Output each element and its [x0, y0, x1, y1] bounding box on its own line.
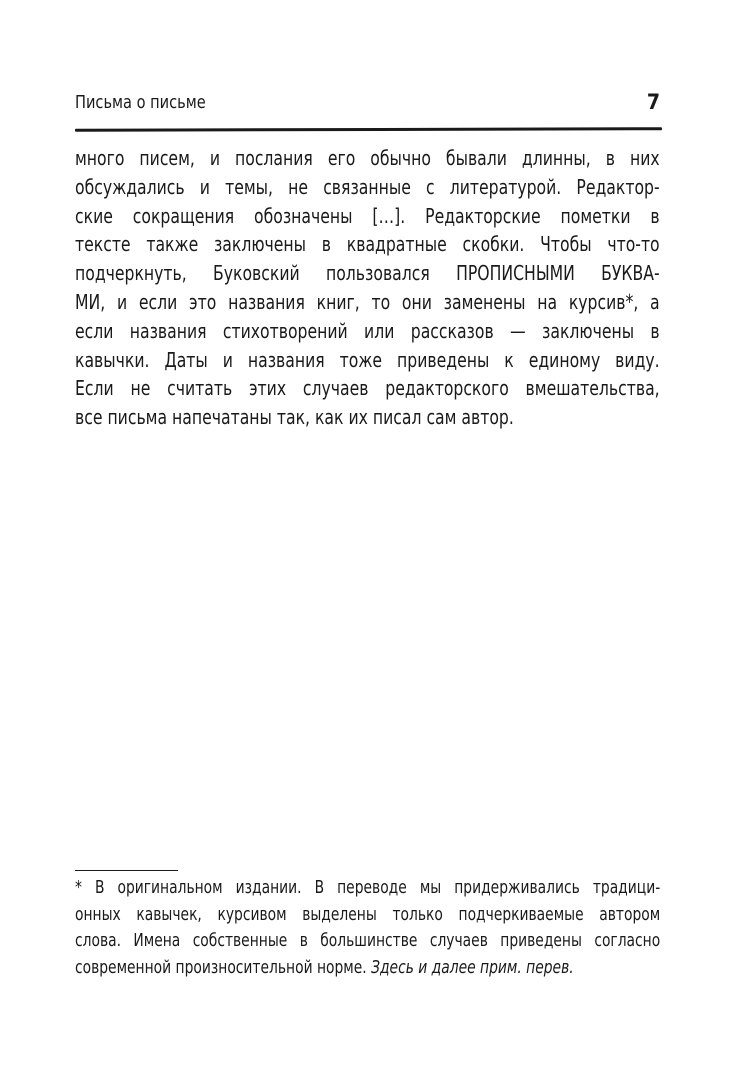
footnote-line: [75, 955, 660, 982]
text-line: кавычки. Даты и названия тоже приведены к единому виду.: [75, 347, 660, 372]
footnote-line: слова. Имена собственные в большинстве случаев приведены согласно: [75, 931, 661, 952]
body-text: [75, 144, 660, 432]
footnote: [75, 875, 660, 981]
text-line: ские сокращения обозначены […]. Редакторские пометки в: [75, 203, 660, 228]
text-line: тексте также заключены в квадратные скобки. Чтобы что-то: [75, 232, 660, 257]
translator-note: Здесь и далее прим. перев.: [371, 957, 574, 978]
text-line: много писем, и послания его обычно бывали длинны, в них: [75, 146, 660, 170]
text-line: МИ, и если это названия книг, то они заменены на курсив*, а: [75, 289, 660, 314]
text-line: обсуждались и темы, не связанные с литературой. Редактор-: [75, 174, 660, 199]
text-line: если названия стихотворений или рассказов — заключены в: [75, 318, 660, 343]
footnote-line: * В оригинальном издании. В переводе мы придерживались традици-: [75, 878, 661, 898]
text-line: все письма напечатаны так, как их писал сам автор.: [75, 405, 514, 430]
page-number: 7: [646, 90, 660, 114]
text-line: Если не считать этих случаев редакторского вмешательства,: [75, 376, 660, 401]
header-rule: [75, 127, 662, 132]
text-line: подчеркнуть, Буковский пользовался ПРОПИСНЫМИ БУКВА-: [75, 261, 660, 286]
footnote-rule: [75, 870, 178, 871]
footnote-text: современной произносительной норме.: [75, 957, 372, 978]
footnote-line: онных кавычек, курсивом выделены только подчеркиваемые автором: [75, 904, 661, 925]
running-title: Письма о письме: [75, 92, 206, 113]
